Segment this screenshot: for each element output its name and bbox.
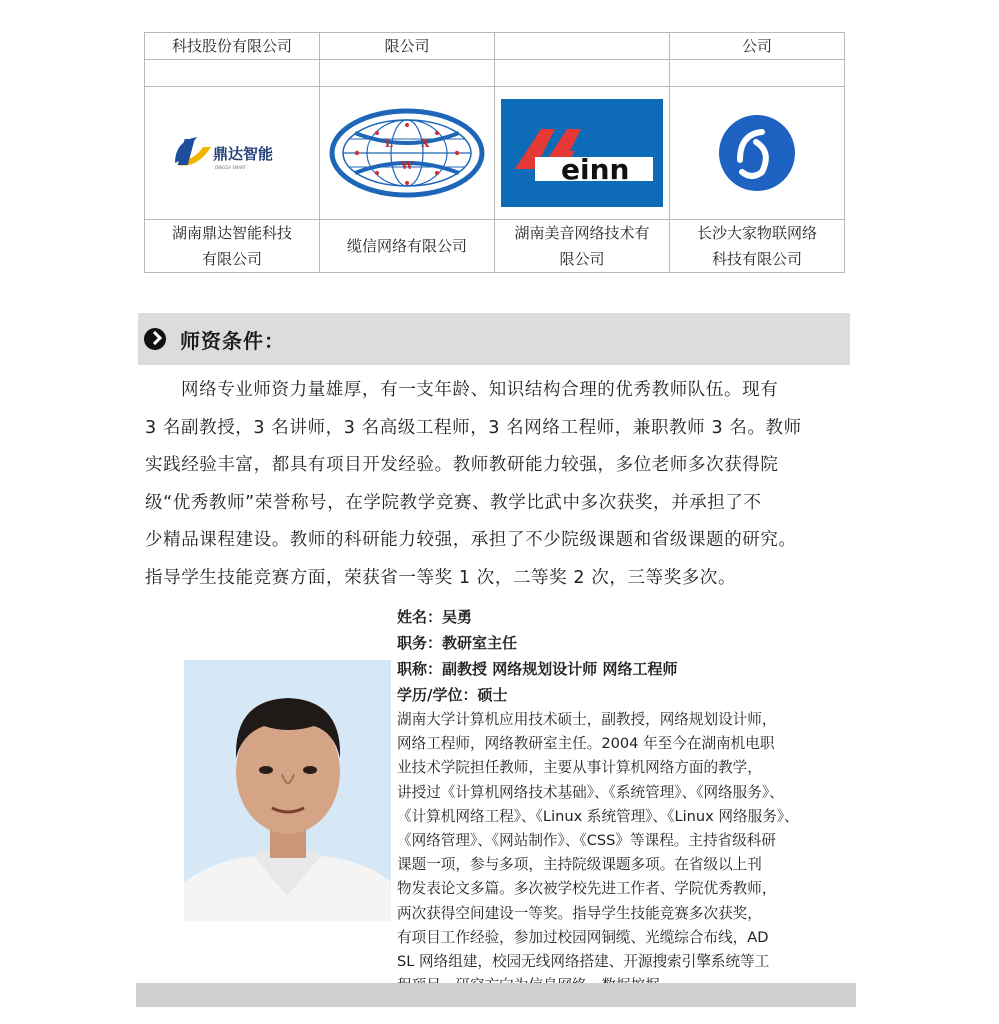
company-name-line: 长沙大家物联网络 <box>696 224 817 242</box>
paragraph-line: 网络专业师资力量雄厚，有一支年龄、知识结构合理的优秀教师队伍。现有 <box>181 380 779 400</box>
table-cell <box>495 60 670 87</box>
faculty-paragraph <box>145 372 857 597</box>
table-cell <box>670 220 845 273</box>
bio-line: 课题一项，参与多项，主持院级课题多项。在省级以上刊 <box>397 856 762 874</box>
bio-line: 湖南大学计算机应用技术硕士，副教授，网络规划设计师， <box>397 711 777 728</box>
table-cell <box>670 60 845 87</box>
table-cell <box>320 220 495 273</box>
svg-text:X: X <box>421 137 430 150</box>
bio-line: 业技术学院担任教师，主要从事计算机网络方面的教学， <box>397 759 762 777</box>
company-name-line: 科技有限公司 <box>711 250 802 268</box>
company-name-line: 缆信网络有限公司 <box>346 237 467 255</box>
table-row <box>145 87 845 220</box>
paragraph-line: 级“优秀教师”荣誉称号，在学院教学竞赛、教学比武中多次获奖，并承担了不 <box>145 492 762 513</box>
dingda-logo <box>145 87 319 219</box>
section-title: 师资条件： <box>180 328 285 353</box>
bio-line: 《计算机网络工程》、《Linux 系统管理》、《Linux 网络服务》、 <box>397 807 799 825</box>
bio-line: 讲授过《计算机网络技术基础》、《系统管理》、《网络服务》、 <box>397 783 784 801</box>
teacher-profile <box>397 604 857 998</box>
teacher-degree: 学历/学位：硕士 <box>397 686 508 704</box>
company-name-line: 湖南鼎达智能科技 <box>171 224 292 242</box>
svg-text:W: W <box>401 159 414 172</box>
table-cell <box>495 33 670 60</box>
table-cell <box>495 220 670 273</box>
teacher-bio <box>397 708 857 998</box>
table-cell <box>145 60 320 87</box>
teacher-photo <box>184 660 391 921</box>
company-name-line: 有限公司 <box>201 250 262 268</box>
table-cell <box>495 87 670 220</box>
lanxin-globe-logo <box>320 87 494 219</box>
table-cell <box>320 60 495 87</box>
table-cell: 公司 <box>670 33 845 60</box>
table-cell <box>145 220 320 273</box>
paragraph-line: 少精品课程建设。教师的科研能力较强，承担了不少院级课题和省级课题的研究。 <box>145 530 797 550</box>
table-row <box>145 33 845 60</box>
table-row <box>145 60 845 87</box>
paragraph-line: 3 名副教授，3 名讲师，3 名高级工程师，3 名网络工程师，兼职教师 3 名。教师 <box>145 417 802 438</box>
footer-bar <box>136 983 856 1007</box>
table-cell <box>670 87 845 220</box>
svg-text:L: L <box>385 137 393 150</box>
bio-line: 《网络管理》、《网站制作》、《CSS》等课程。主持省级科研 <box>397 832 776 850</box>
section-header <box>138 313 850 365</box>
bio-line: SL 网络组建，校园无线网络搭建、开源搜索引擎系统等工 <box>397 953 770 971</box>
paragraph-line: 指导学生技能竞赛方面，荣获省一等奖 1 次，二等奖 2 次，三等奖多次。 <box>145 567 737 588</box>
table-cell <box>145 87 320 220</box>
bio-line: 物发表论文多篇。多次被学校先进工作者、学院优秀教师， <box>397 880 777 898</box>
teacher-title: 职称：副教授 网络规划设计师 网络工程师 <box>397 660 678 678</box>
dajia-logo <box>670 87 844 219</box>
table-row <box>145 220 845 273</box>
bio-line: 有项目工作经验，参加过校园网铜缆、光缆综合布线，AD <box>397 928 769 946</box>
table-cell: 限公司 <box>320 33 495 60</box>
dingda-logo-subtext: DINGDA SMART <box>215 165 247 170</box>
table-cell: 科技股份有限公司 <box>145 33 320 60</box>
paragraph-line: 实践经验丰富，都具有项目开发经验。教师教研能力较强，多位老师多次获得院 <box>145 455 779 475</box>
dingda-logo-text: 鼎达智能 <box>213 145 274 163</box>
company-table <box>144 32 845 273</box>
teacher-name: 姓名：吴勇 <box>397 608 473 626</box>
table-cell <box>320 87 495 220</box>
company-name-line: 湖南美音网络技术有 <box>514 224 650 242</box>
teacher-position: 职务：教研室主任 <box>397 634 518 652</box>
meiyin-logo <box>495 87 669 219</box>
bio-line: 网络工程师，网络教研室主任。2004 年至今在湖南机电职 <box>397 735 775 753</box>
circle-chevron-right-icon <box>144 328 166 350</box>
bio-line: 两次获得空间建设一等奖。指导学生技能竞赛多次获奖， <box>397 904 762 922</box>
company-name-line: 限公司 <box>559 250 605 268</box>
meiyin-logo-text: einn <box>561 153 630 186</box>
